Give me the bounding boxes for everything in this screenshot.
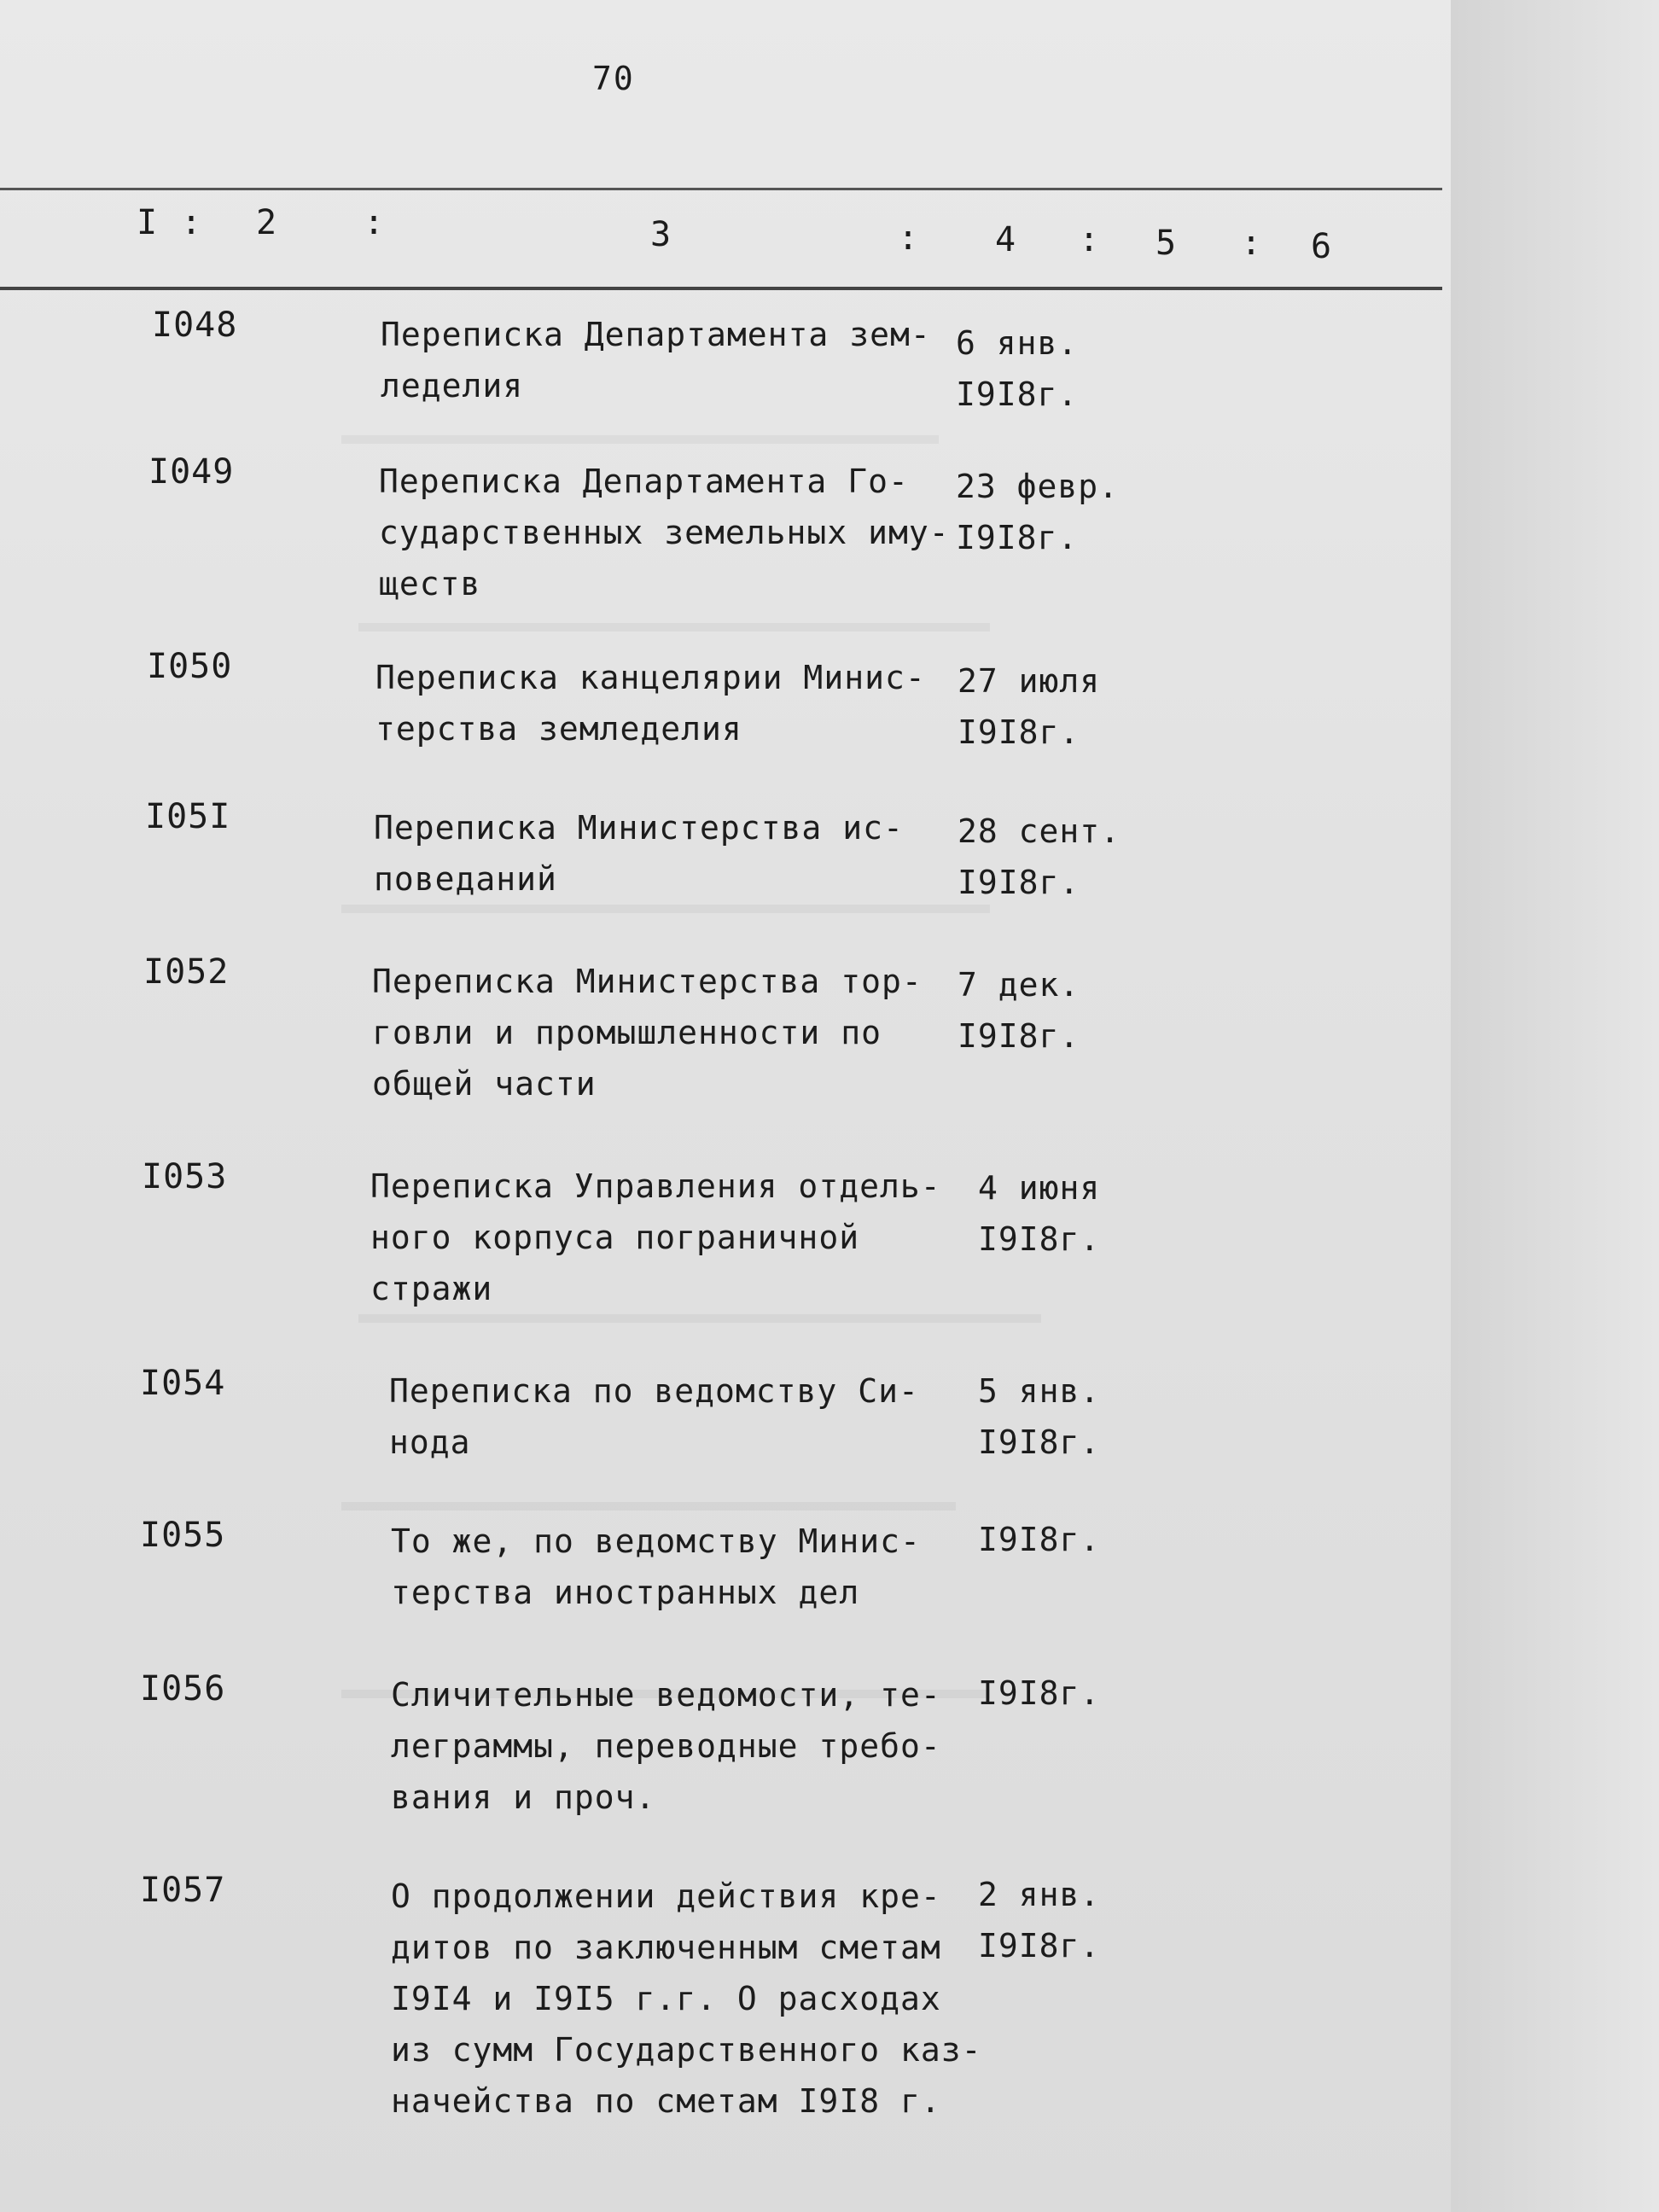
entry-number: I048 [152, 306, 238, 345]
entry-description [391, 1669, 1005, 1823]
date-line: I9I8г. [978, 1220, 1101, 1258]
paper-edge [1451, 0, 1659, 2212]
entry-date [958, 959, 1179, 1062]
column-header-sep: : [1079, 220, 1100, 259]
description-line: Переписка канцелярии Минис- [375, 659, 926, 696]
column-header-1: I [137, 203, 158, 242]
entry-date [978, 1514, 1200, 1565]
entry-description [391, 1871, 1005, 2127]
date-line: 23 февр. [956, 468, 1120, 505]
entry-description [372, 956, 987, 1109]
entry-date [958, 655, 1179, 758]
date-line: 4 июня [978, 1169, 1101, 1207]
column-header-sep: : [1241, 224, 1262, 263]
date-line: 7 дек. [958, 966, 1080, 1004]
date-line: I9I8г. [978, 1521, 1101, 1558]
date-line: 2 янв. [978, 1876, 1101, 1913]
page-number: 70 [592, 60, 635, 97]
entry-date [978, 1869, 1200, 1971]
date-line: I9I8г. [978, 1674, 1101, 1712]
entry-date [958, 806, 1179, 908]
description-line: Сличительные ведомости, те- [391, 1676, 941, 1714]
entry-number: I054 [140, 1364, 226, 1403]
column-header-4: 4 [995, 220, 1016, 259]
description-line: терства земледелия [375, 710, 742, 748]
entry-date [978, 1365, 1200, 1468]
description-line: вания и проч. [391, 1778, 656, 1816]
column-header-sep: : [898, 218, 919, 258]
description-line: поведаний [374, 860, 557, 898]
description-line: Переписка Министерства ис- [374, 809, 904, 847]
entry-number: I053 [142, 1157, 228, 1196]
description-line: Переписка Министерства тор- [372, 963, 923, 1000]
entry-date [978, 1162, 1200, 1265]
description-line: леделия [381, 367, 524, 405]
date-line: I9I8г. [956, 375, 1079, 413]
date-line: 6 янв. [956, 324, 1079, 362]
description-line: стражи [370, 1270, 493, 1307]
description-line: Переписка по ведомству Си- [389, 1372, 919, 1410]
entry-description [374, 802, 988, 905]
header-rule-top [0, 188, 1442, 190]
entry-number: I056 [140, 1669, 226, 1708]
date-line: I9I8г. [958, 713, 1080, 751]
entry-description [381, 309, 995, 411]
header-rule-bottom [0, 287, 1442, 290]
description-line: нода [389, 1423, 471, 1461]
entry-number: I055 [140, 1516, 226, 1555]
date-line: I9I8г. [958, 864, 1080, 901]
description-line: дитов по заключенным сметам [391, 1929, 941, 1966]
entry-description [389, 1365, 1004, 1468]
description-line: Переписка Департамента зем- [381, 316, 931, 353]
entry-number: I050 [147, 647, 233, 686]
column-header-sep: : [181, 203, 202, 242]
description-line: ществ [379, 565, 481, 602]
date-line: 5 янв. [978, 1372, 1101, 1410]
description-line: I9I4 и I9I5 г.г. О расходах [391, 1980, 941, 2017]
bleed-through-5 [341, 1468, 956, 1511]
column-header-2: 2 [256, 203, 277, 242]
description-line: Переписка Управления отдель- [370, 1167, 941, 1205]
entry-number: I052 [143, 952, 230, 992]
date-line: 27 июля [958, 662, 1101, 700]
description-line: терства иностранных дел [391, 1574, 860, 1611]
date-line: I9I8г. [978, 1423, 1101, 1461]
description-line: говли и промышленности по [372, 1014, 882, 1051]
description-line: леграммы, переводные требо- [391, 1727, 941, 1765]
date-line: I9I8г. [958, 1017, 1080, 1055]
entry-description [391, 1516, 1005, 1618]
entry-description [379, 456, 993, 609]
entry-number: I057 [140, 1871, 226, 1910]
description-line: ного корпуса пограничной [370, 1219, 860, 1256]
date-line: 28 сент. [958, 812, 1121, 850]
description-line: общей части [372, 1065, 597, 1103]
description-line: из сумм Государственного каз- [391, 2031, 982, 2069]
date-line: I9I8г. [956, 519, 1079, 556]
column-header-3: 3 [650, 215, 672, 254]
entry-date [956, 461, 1178, 563]
column-header-6: 6 [1311, 227, 1332, 266]
entry-date [978, 1668, 1200, 1719]
date-line: I9I8г. [978, 1927, 1101, 1965]
entry-description [375, 652, 990, 754]
entry-number: I05I [145, 797, 231, 836]
description-line: начейства по сметам I9I8 г. [391, 2082, 941, 2120]
description-line: О продолжении действия кре- [391, 1877, 941, 1915]
column-header-sep: : [364, 203, 385, 242]
column-header-5: 5 [1155, 224, 1177, 263]
entry-number: I049 [148, 452, 235, 492]
entry-description [370, 1161, 985, 1314]
description-line: То же, по ведомству Минис- [391, 1522, 921, 1560]
description-line: Переписка Департамента Го- [379, 463, 909, 500]
description-line: сударственных земельных иму- [379, 514, 950, 551]
entry-date [956, 317, 1178, 420]
